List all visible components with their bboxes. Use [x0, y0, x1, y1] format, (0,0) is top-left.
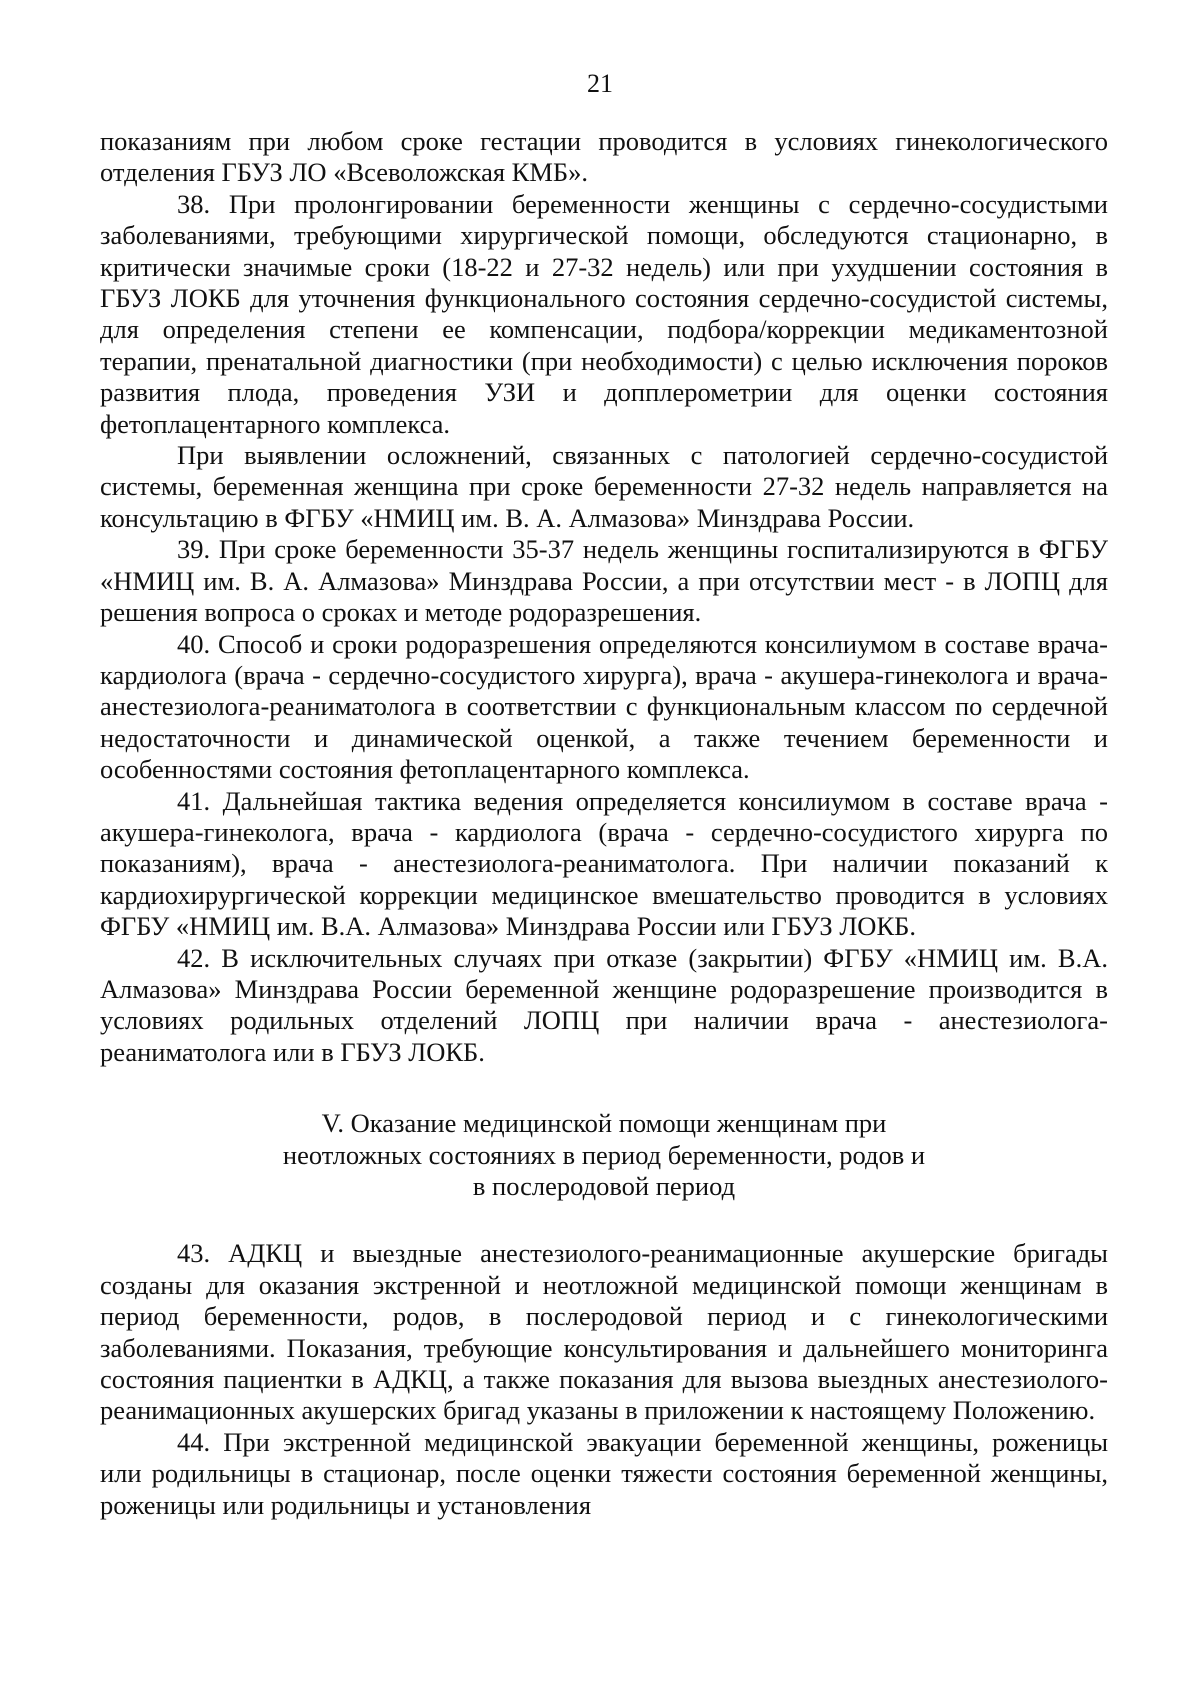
section-heading-line: V. Оказание медицинской помощи женщинам при [321, 1108, 887, 1139]
paragraph-43: 43. АДКЦ и выездные анестезиолого-реанимационные акушерские бригады созданы для оказания экстренной и неотложной медицинской помощи женщинам в период беременности, родов, в послеродовой период и с гинекологическими заболеваниями. Показания, требующие консультирования и дальнейшего мониторинга состояния пациентки в АДКЦ, а также показания для вызова выездных анестезиолого-реанимационных акушерских бригад указаны в приложении к настоящему Положению. [100, 1238, 1108, 1426]
paragraph-continuation: показаниям при любом сроке гестации проводится в условиях гинекологического отделения ГБУЗ ЛО «Всеволожская КМБ». [100, 126, 1108, 188]
section-heading [100, 1108, 1108, 1202]
paragraph-38: 38. При пролонгировании беременности женщины с сердечно-сосудистыми заболеваниями, требующими хирургической помощи, обследуются стационарно, в критически значимые сроки (18-22 и 27-32 недель) или при ухудшении состояния в ГБУЗ ЛОКБ для уточнения функционального состояния сердечно-сосудистой системы, для определения степени ее компенсации, подбора/коррекции медикаментозной терапии, пренатальной диагностики (при необходимости) с целью исключения пороков развития плода, проведения УЗИ и допплерометрии для оценки состояния фетоплацентарного комплекса. [100, 188, 1108, 439]
paragraph-44: 44. При экстренной медицинской эвакуации беременной женщины, роженицы или родильницы в стационар, после оценки тяжести состояния беременной женщины, роженицы или родильницы и установления [100, 1426, 1108, 1520]
paragraph-41: 41. Дальнейшая тактика ведения определяется консилиумом в составе врача - акушера-гинеколога, врача - кардиолога (врача - сердечно-сосудистого хирурга по показаниям), врача - анестезиолога-реаниматолога. При наличии показаний к кардиохирургической коррекции медицинское вмешательство проводится в условиях ФГБУ «НМИЦ им. В.А. Алмазова» Минздрава России или ГБУЗ ЛОКБ. [100, 785, 1108, 942]
paragraph-40: 40. Способ и сроки родоразрешения определяются консилиумом в составе врача-кардиолога (врача - сердечно-сосудистого хирурга), врача - акушера-гинеколога и врача-анестезиолога-реаниматолога в соответствии с функциональным классом по сердечной недостаточности и динамической оценкой, а также течением беременности и особенностями состояния фетоплацентарного комплекса. [100, 628, 1108, 785]
document-body [100, 126, 1108, 1521]
paragraph-complications: При выявлении осложнений, связанных с патологией сердечно-сосудистой системы, беременная женщина при сроке беременности 27-32 недель направляется на консультацию в ФГБУ «НМИЦ им. В. А. Алмазова» Минздрава России. [100, 440, 1108, 533]
paragraph-39: 39. При сроке беременности 35-37 недель женщины госпитализируются в ФГБУ «НМИЦ им. В. А. Алмазова» Минздрава России, а при отсутствии мест - в ЛОПЦ для решения вопроса о сроках и методе родоразрешения. [100, 534, 1108, 628]
page-number: 21 [587, 69, 613, 98]
section-heading-line: в послеродовой период [472, 1171, 736, 1201]
section-heading-line: неотложных состояниях в период беременности, родов и [282, 1139, 926, 1170]
paragraph-42: 42. В исключительных случаях при отказе (закрытии) ФГБУ «НМИЦ им. В.А. Алмазова» Минздрава России беременной женщине родоразрешение производится в условиях родильных отделений ЛОПЦ при наличии врача - анестезиолога-реаниматолога или в ГБУЗ ЛОКБ. [100, 942, 1108, 1067]
